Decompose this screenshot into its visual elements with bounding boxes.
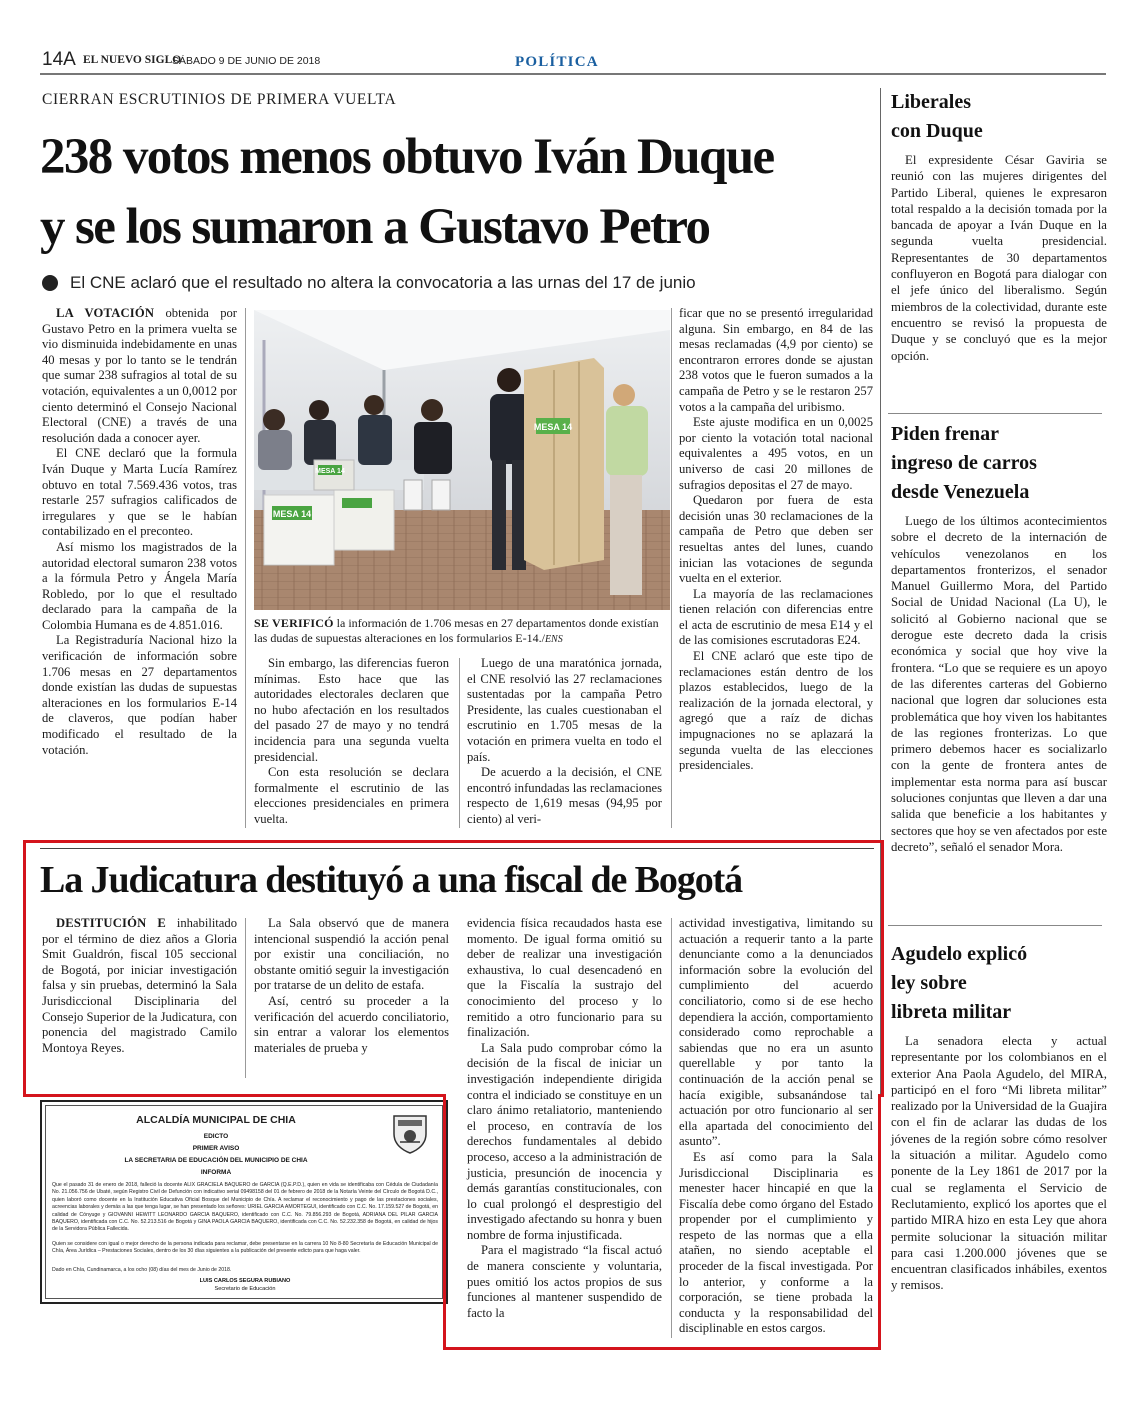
kicker: CIERRAN ESCRUTINIOS DE PRIMERA VUELTA bbox=[42, 91, 397, 108]
main-col2-p1: Sin embargo, las diferencias fueron mínimas. Esto hace que las autoridades electorales declaren que no hubo afectación en los resultados del pasado 27 de mayo y no tendrá incidencia para una segunda vuelta presidencial. bbox=[254, 656, 449, 764]
sidebar-item-liberales bbox=[891, 88, 1107, 364]
highlight-box-step bbox=[23, 1094, 445, 1097]
sidebar-rule bbox=[888, 925, 1102, 926]
col-divider bbox=[459, 658, 460, 828]
sidebar-title-2b: ingreso de carros bbox=[891, 452, 1037, 474]
main-col-1 bbox=[42, 306, 237, 758]
second-lead-caps: DESTITUCIÓN E bbox=[56, 916, 167, 930]
sidebar-title-3c: libreta militar bbox=[891, 1001, 1012, 1023]
main-col1-p1: obtenida por Gustavo Petro en la primera vuelta se vio disminuida indebidamente en unas 40 mesas y por lo tanto se le tendrán que sumar 238 sufragios al total de su votación, equivalentes a un 0,0012 por ciento determinó el Consejo Nacional Electoral (CNE) a través de una resolución dada a conocer ayer. bbox=[42, 306, 237, 445]
notice-signer: LUIS CARLOS SEGURA RUBIANO bbox=[199, 1278, 291, 1284]
photo-illustration bbox=[254, 310, 670, 610]
notice-line-1: EDICTO bbox=[203, 1133, 229, 1140]
notice-body-2: Quien se considere con igual o mejor derecho de la persona indicada para reclamar, debe presentarse en la carrera 10 No 8-80 Secretaría de Educación Municipal de Chía, Área Jurídica – Prestaciones Sociales, dentro de los 30 días siguientes a la publicación del presente edicto para que haga valer. bbox=[52, 1241, 438, 1255]
col-divider bbox=[671, 308, 672, 828]
sidebar-title-1a: Liberales bbox=[891, 91, 971, 113]
legal-notice bbox=[40, 1100, 448, 1304]
sidebar-item-venezuela bbox=[891, 420, 1107, 855]
main-col-3 bbox=[467, 656, 662, 828]
caption-caps: SE VERIFICÓ bbox=[254, 616, 334, 630]
notice-line-3: LA SECRETARIA DE EDUCACIÓN DEL MUNICIPIO DE CHIA bbox=[124, 1157, 308, 1164]
box-label-1: MESA 14 bbox=[272, 509, 312, 519]
sidebar-title-1b: con Duque bbox=[891, 120, 983, 142]
photo-credit: ENS bbox=[544, 634, 563, 645]
main-col1-p2: El CNE declaró que la formula Iván Duque y Marta Lucía Ramírez obtuvo en total 7.569.436 votos, tras restarle 257 sufragios calificados de irregulares y que se le habían contabilizado en el preconteo. bbox=[42, 446, 237, 539]
highlight-box-right bbox=[878, 1094, 881, 1350]
photo-caption bbox=[254, 616, 674, 647]
second-col4-p2: Es así como para la Sala Jurisdiccional Disciplinaria es menester hacer hincapié en que la Fiscalía debe como órgano del Estado propender por el cumplimiento y respeto de las normas que a ella atañen, no siendo aceptable el proceder de la fiscal investigada. Por lo anterior, y conforme a la corporación, se tiene probada la conducta y la responsabilidad del disciplinable en estos cargos. bbox=[679, 1149, 873, 1336]
main-col3-p2: De acuerdo a la decisión, el CNE encontró infundadas las reclamaciones respecto de 1,619 mesas (94,95 por ciento) al veri- bbox=[467, 765, 662, 826]
bullet-icon bbox=[42, 275, 58, 291]
box-label-2: MESA 14 bbox=[315, 468, 345, 475]
main-headline-line2: y se los sumaron a Gustavo Petro bbox=[40, 199, 710, 255]
second-col1-text: inhabilitado por el término de diez años a Gloria Smit Gualdrón, fiscal 105 seccional de Bogotá, por iniciar investigación falsa y sin pruebas, determinó la Sala Jurisdiccional Disciplinaria del Consejo Superior de la Judicatura, con ponencia del magistrado Camilo Montoya Reyes. bbox=[42, 916, 237, 1055]
booth-label: MESA 14 bbox=[533, 422, 573, 432]
sidebar-rule bbox=[888, 413, 1102, 414]
notice-signer-title: Secretario de Educación bbox=[214, 1286, 276, 1292]
sidebar-title-3b: ley sobre bbox=[891, 972, 967, 994]
highlight-box-inner-left bbox=[443, 1094, 446, 1350]
sidebar-title-2c: desde Venezuela bbox=[891, 481, 1030, 503]
subhead: El CNE aclaró que el resultado no altera la convocatoria a las urnas del 17 de junio bbox=[70, 273, 696, 292]
highlight-box-bottom bbox=[443, 1347, 881, 1350]
caption-text: la información de 1.706 mesas en 27 departamentos donde existían las dudas de supuestas alteraciones en los formularios E-14./ bbox=[254, 616, 659, 645]
sidebar-body-3: La senadora electa y actual representante por los colombianos en el exterior Ana Paola Agudelo, del MIRA, participó en el foro “Mi libreta militar” realizado por la Universidad de la Guajira con el fin de aclarar las dudas de los jóvenes de la región sobre cómo resolver la situación a militar. Agudelo como ponente de la Ley 1861 de 2017 por la cual se reglamenta el Servicio de Reclutamiento, explicó los aportes que el partido MIRA hizo en esta Ley que ahora permite solucionar la situación militar para casi 1.200.000 jóvenes que se encuentran clasificados inhábiles, exentos y remisos. bbox=[891, 1034, 1107, 1293]
main-col4-p5: El CNE aclaró que este tipo de reclamaciones están dentro de los plazos establecidos, luego de la realización de la jornada electoral, y agregó que a raíz de dichas impugnaciones no se aplazará la segunda vuelta de las elecciones presidenciales. bbox=[679, 649, 873, 773]
issue-date: SÁBADO 9 DE JUNIO DE 2018 bbox=[172, 55, 321, 67]
lead-caps: LA VOTACIÓN bbox=[56, 306, 155, 320]
main-col1-p3: Así mismo los magistrados de la autoridad electoral sumaron 238 votos a la fórmula Petro y Ángela María Robledo, por lo que el resultado declarado para la campaña de la Colombia Humana es de 4.851.016. bbox=[42, 539, 237, 632]
paper-name: EL NUEVO SIGLO bbox=[83, 54, 182, 66]
main-col2-p2: Con esta resolución se declara formalmente el escrutinio de las elecciones presidenciales en primera vuelta. bbox=[254, 765, 449, 826]
col-divider bbox=[245, 308, 246, 828]
main-col4-p2: Este ajuste modifica en un 0,0025 por ciento la votación total nacional equivalentes a 495 votos, en un universo de casi 20 millones de sufragios depositas el 27 de mayo. bbox=[679, 415, 873, 492]
notice-title: ALCALDÍA MUNICIPAL DE CHIA bbox=[136, 1114, 296, 1126]
second-col2-p1: La Sala observó que de manera intencional suspendió la acción penal por existir una conciliación, no obstante omitió seguir la investigación por tratarse de un delito de estafa. bbox=[254, 916, 449, 993]
notice-line-2: PRIMER AVISO bbox=[192, 1145, 240, 1152]
main-col4-p4: La mayoría de las reclamaciones tienen relación con diferencias entre el acta de escrutinio de mesa E14 y el de las comisiones escrutadoras E24. bbox=[679, 586, 873, 648]
second-col3-p2: La Sala pudo comprobar cómo la decisión de la fiscal de iniciar un investigación independiente dirigida contra el indiciado se constituye en un claro ánimo retaliatorio, manteniendo el proceso, en contravía de los derechos fundamentales al debido proceso, acceso a la administración de justicia, presunción de inocencia y demás garantías constitucionales, con lo cual prolongó el desprestigio del investigado afectando su honra y buen nombre de forma injustificada. bbox=[467, 1040, 662, 1242]
notice-body-3: Dado en Chía, Cundinamarca, a los ocho (08) días del mes de Junio de 2018. bbox=[52, 1267, 232, 1273]
main-col4-p1: ficar que no se presentó irregularidad alguna. Sin embargo, en 84 de las mesas reclamadas (4,9 por ciento) se encontraron errores donde se ajustan 238 votos que le fueron sumados a la campaña de Petro y se le restaron 257 votos a la campaña del uribismo. bbox=[679, 306, 873, 414]
second-headline: La Judicatura destituyó a una fiscal de Bogotá bbox=[40, 859, 743, 901]
highlight-box-top bbox=[23, 840, 884, 1097]
main-col-4 bbox=[679, 306, 873, 774]
main-col-2 bbox=[254, 656, 449, 828]
second-col2-p2: Así, centró su proceder a la verificación del acuerdo conciliatorio, sin entrar a valorar los elementos materiales de prueba y bbox=[254, 993, 449, 1055]
second-col3-p1: evidencia física recaudados hasta ese momento. De igual forma omitió su deber de realizar una investigación exhaustiva, lo cual desencadenó en que la Fiscalía la sustrajo del conocimiento del proceso y lo remitido a otro funcionario para su finalización. bbox=[467, 916, 662, 1040]
main-col3-p1: Luego de una maratónica jornada, el CNE resolvió las 27 reclamaciones sustentadas por la campaña Petro Presidente, las cuales cuestionaban el escrutinio en 1.705 mesas de la votación en primera vuelta en todo el país. bbox=[467, 656, 662, 764]
main-col4-p3: Quedaron por fuera de esta decisión unas 30 reclamaciones de la campaña de Petro que deben ser resueltas antes del lunes, cuando inician las votaciones de segunda vuelta en el exterior. bbox=[679, 493, 873, 586]
second-col4-p1: actividad investigativa, limitando su actuación a requerir tanto a la parte denunciante como a la denunciados información sobre la evolución del cumplimiento del acuerdo conciliatorio, como si de ese hecho dependiera la acción, comportamiento considerado como reprochable a sabiendas que no era un asunto querellable y por tanto la continuación de la acción penal se hacía exigible, subsanándose tal actuación por otro funcionario al ser ella apartada del conocimiento del asunto”. bbox=[679, 916, 873, 1149]
photo-election-table bbox=[254, 310, 670, 610]
sidebar-title-2a: Piden frenar bbox=[891, 423, 999, 445]
second-col3-p3: Para el magistrado “la fiscal actuó de manera consciente y voluntaria, pues omitió los actos propios de sus funciones al mantener suspendido de facto la bbox=[467, 1243, 662, 1320]
sidebar-body-2: Luego de los últimos acontecimientos sobre el decreto de la internación de vehículos venezolanos en los departamentos fronterizos, el senador Manuel Guillermo Mora, del Partido Social de Unidad Nacional (La U), le solicitó al Gobierno nacional que se derogue este decreto dada la crisis económica y social que hoy vive la frontera. “Lo que se requiere es un apoyo de las diferentes carteras del Gobierno nacional que logren dar soluciones esta problemática que hoy viven los habitantes de las regiones fronterizas. Lo que primero debemos hacer es socializarlo con la gente de frontera antes de implementar esta norma para así buscar soluciones conjuntas que lleven a dar una salida que beneficie a los habitantes y sectores que hoy se ven afectados por este decreto”, señaló el senador Mora. bbox=[891, 514, 1107, 854]
main-headline-line1: 238 votos menos obtuvo Iván Duque bbox=[40, 129, 774, 185]
main-col1-p4: La Registraduría Nacional hizo la verificación de información sobre 1.706 mesas en 27 departamentos donde existían las dudas de supuestas alteraciones en los formularios E-14 de claveros, que podían haber modificado el resultado de la votación. bbox=[42, 633, 237, 757]
sidebar-title-3a: Agudelo explicó bbox=[891, 943, 1028, 965]
notice-body-1: Que el pasado 31 de enero de 2018, falleció la docente ALIX GRACIELA BAQUERO de GARCIA (Q.E.P.D.), quien en vida se identificaba con Cédula de Ciudadanía No. 21.056.756 de Ubaté, según Registro Civil de Defunción con indicativo serial 09498158 del 01 de febrero de 2018 de la Notaría Veinte del Círculo de Bogotá D.C., quien laboró como docente en la Institución Educativa Oficial Bosque del Municipio de Chía. A reclamar el reconocimiento y pago de las prestaciones sociales, acreencias laborales y demás a las que tenga lugar, se han presentado los señores: URIEL GARCIA AMORTEGUI, identificado con C.C. No. 17.159.527 de Bogotá, en calidad de Cónyuge y GIOVANNI HEWITT LEONARDO GARCIA BAQUERO, identificado con C.C. No. 79.856.293 de Bogotá, ADRIANA DEL PILAR GARCIA BAQUERO, identificada con C.C. No. 52.213.516 de Bogotá y GINA PAOLA GARCIA BAQUERO, identificada con C.C. No. 52.232.358 de Bogotá, en calidad de hijos de la Servidora Pública Fallecida. bbox=[52, 1182, 438, 1233]
header-rule bbox=[40, 73, 1106, 75]
sidebar-body-1: El expresidente César Gaviria se reunió con las mujeres dirigentes del Partido Liberal, quienes le expresaron total respaldo a la decisión tomada por la bancada de apoyar a Iván Duque en la segunda vuelta presidencial. Representantes de 30 departamentos confluyeron en Bogotá para dialogar con el jefe único del liberalismo. Según miembros de la colectividad, durante este encuentro se revisó la propuesta de Duque y se concluyó que es la mejor opción. bbox=[891, 153, 1107, 363]
sidebar-item-libreta bbox=[891, 940, 1107, 1294]
notice-line-4: INFORMA bbox=[200, 1169, 232, 1176]
chia-crest-icon bbox=[390, 1112, 430, 1154]
section-label: POLÍTICA bbox=[515, 54, 599, 70]
page-number: 14A bbox=[42, 49, 76, 70]
